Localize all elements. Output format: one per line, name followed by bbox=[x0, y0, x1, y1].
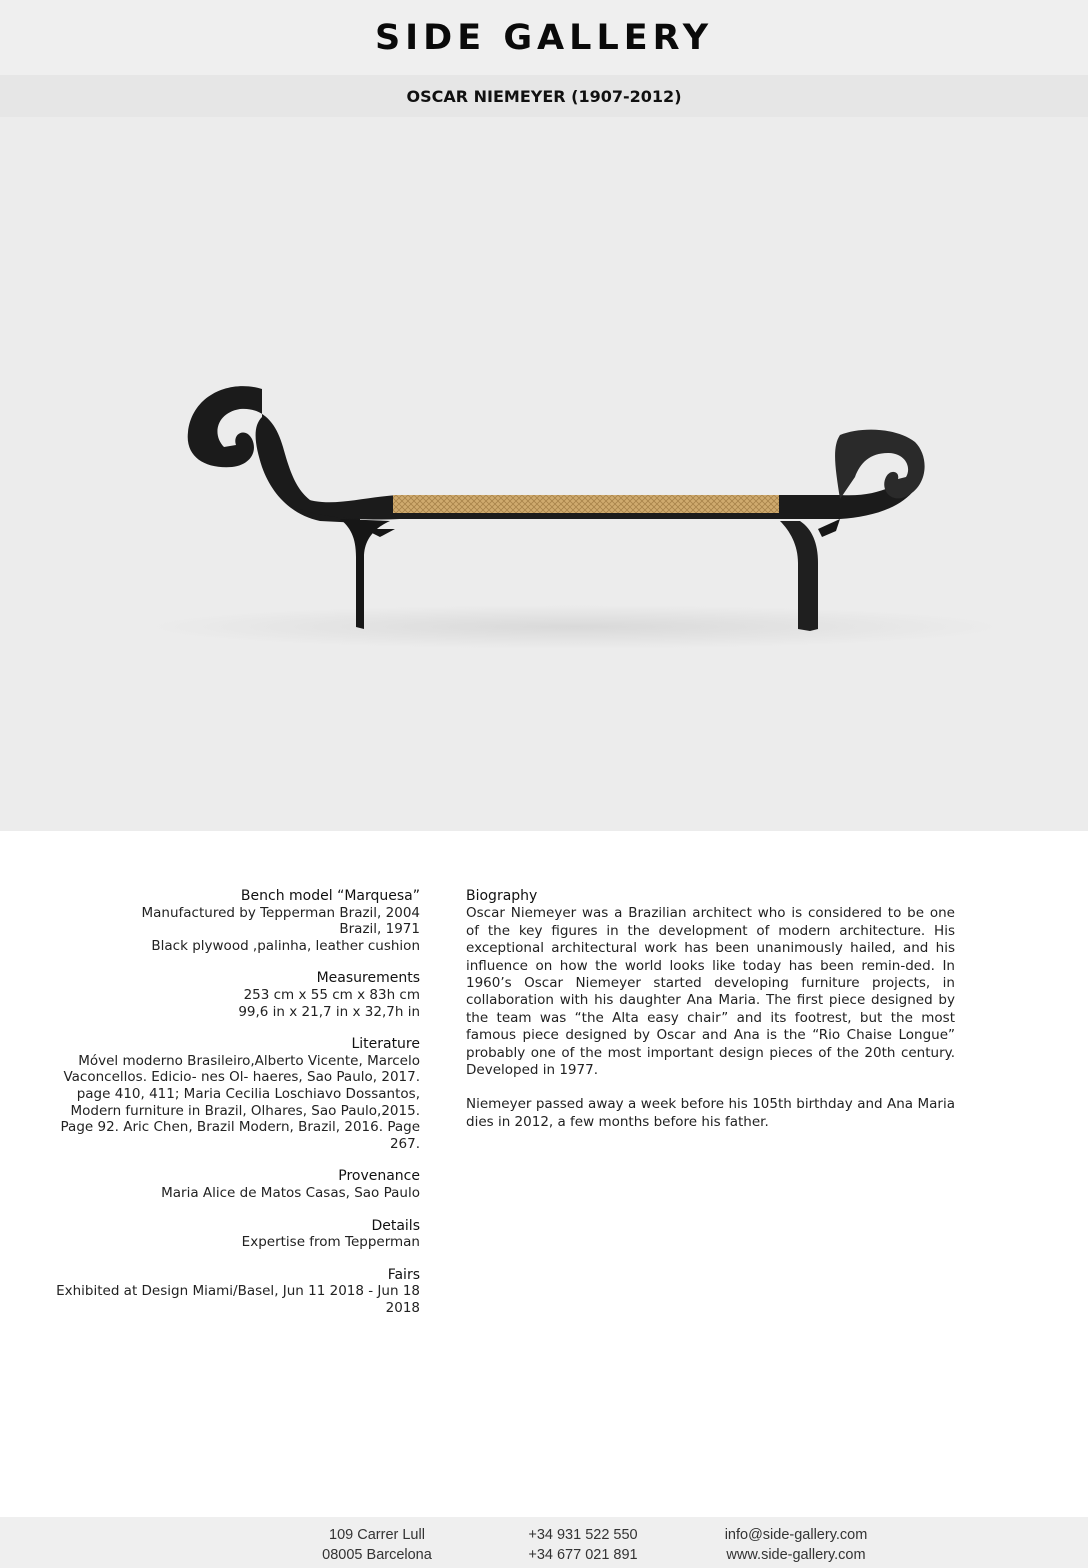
section-title: Measurements bbox=[316, 970, 420, 987]
artwork-details bbox=[40, 888, 420, 1332]
biography bbox=[466, 888, 955, 1148]
bench-image bbox=[0, 117, 1088, 831]
footer bbox=[0, 1517, 1088, 1568]
detail-line: 2018 bbox=[385, 1299, 420, 1316]
detail-line: Móvel moderno Brasileiro,Alberto Vicente, Marcelo bbox=[78, 1052, 420, 1069]
detail-line: Manufactured by Tepperman Brazil, 2004 bbox=[141, 904, 420, 921]
artist-title: OSCAR NIEMEYER (1907-2012) bbox=[406, 86, 682, 106]
detail-line: 267. bbox=[389, 1135, 420, 1152]
bench-right-scroll bbox=[835, 430, 925, 499]
detail-line: Modern furniture in Brazil, Olhares, Sao Paulo,2015. bbox=[70, 1102, 420, 1119]
website-link[interactable]: www.side-gallery.com bbox=[726, 1547, 866, 1563]
detail-line: Black plywood ,palinha, leather cushion bbox=[151, 937, 420, 954]
gallery-logo: SIDE GALLERY bbox=[374, 17, 714, 58]
section-title: Literature bbox=[351, 1036, 420, 1053]
detail-line: Vaconcellos. Edicio- nes Ol- haeres, Sao Paulo, 2017. bbox=[63, 1069, 420, 1086]
section-measurements bbox=[40, 970, 420, 1020]
biography-paragraph: Niemeyer passed away a week before his 105th birthday and Ana Maria dies in 2012, a few months before his father. bbox=[466, 1096, 955, 1130]
product-photo bbox=[0, 117, 1088, 831]
detail-line: Maria Alice de Matos Casas, Sao Paulo bbox=[161, 1184, 420, 1201]
section-model bbox=[40, 888, 420, 954]
section-fairs bbox=[40, 1267, 420, 1317]
email-link[interactable]: info@side-gallery.com bbox=[724, 1527, 868, 1543]
section-details bbox=[40, 1218, 420, 1251]
detail-line: Brazil, 1971 bbox=[339, 921, 420, 938]
detail-line: Expertise from Tepperman bbox=[241, 1234, 420, 1251]
footer-phones bbox=[512, 1525, 654, 1565]
section-title: Provenance bbox=[338, 1168, 420, 1185]
artist-bar bbox=[0, 75, 1088, 117]
section-title: Details bbox=[371, 1217, 420, 1234]
address-line: 109 Carrer Lull bbox=[329, 1527, 425, 1543]
section-title: Fairs bbox=[387, 1266, 420, 1283]
header bbox=[0, 0, 1088, 75]
footer-address bbox=[308, 1525, 446, 1565]
footer-contact bbox=[708, 1525, 884, 1565]
section-title: Bench model “Marquesa” bbox=[240, 888, 420, 904]
bench-right-leg-brace bbox=[818, 519, 840, 537]
phone-number[interactable]: +34 931 522 550 bbox=[528, 1527, 638, 1543]
detail-line: page 410, 411; Maria Cecilia Loschiavo Dossantos, bbox=[76, 1085, 420, 1102]
biography-title: Biography bbox=[466, 888, 538, 904]
cane-panel bbox=[393, 495, 779, 513]
detail-line: Exhibited at Design Miami/Basel, Jun 11 2018 - Jun 18 bbox=[56, 1283, 420, 1300]
phone-number[interactable]: +34 677 021 891 bbox=[528, 1547, 638, 1563]
detail-line: 253 cm x 55 cm x 83h cm bbox=[243, 986, 420, 1003]
floor-shadow bbox=[145, 605, 1005, 649]
detail-line: 99,6 in x 21,7 in x 32,7h in bbox=[238, 1003, 420, 1020]
detail-line: Page 92. Aric Chen, Brazil Modern, Brazil, 2016. Page bbox=[60, 1119, 420, 1136]
biography-paragraph: Oscar Niemeyer was a Brazilian architect who is considered to be one of the key figures in the development of modern architecture. His exceptional architectural work has been unanimously hailed, and his influence on how the world looks like today has been remin-ded. In 1960’s Oscar Niemeyer started developing furniture projects, in collaboration with his daughter Ana Maria. The first piece designed by the team was “the Alta easy chair” and its footrest, but the most famous piece designed by Oscar and Ana is the “Rio Chaise Longue” probably one of the most important design pieces of the 20th century. Developed in 1977. bbox=[466, 905, 955, 1079]
section-provenance bbox=[40, 1168, 420, 1201]
section-literature bbox=[40, 1036, 420, 1152]
address-line: 08005 Barcelona bbox=[322, 1547, 432, 1563]
